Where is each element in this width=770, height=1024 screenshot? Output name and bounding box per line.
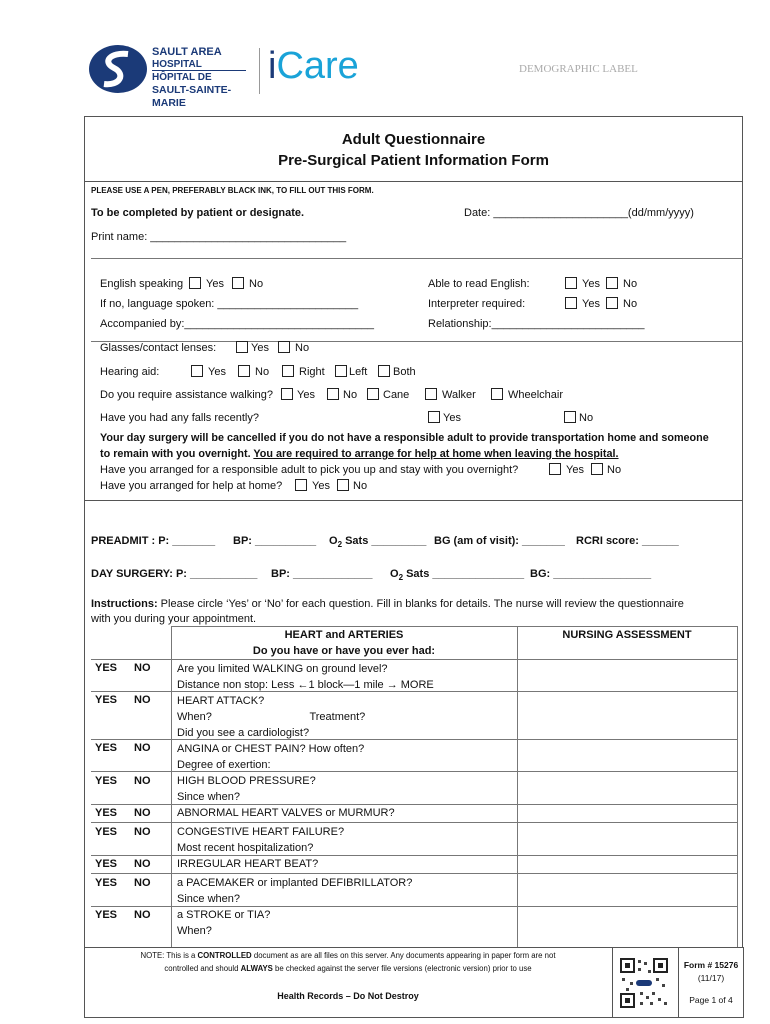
hearing-both-label: Both [393,366,416,378]
language-spoken-field[interactable]: If no, language spoken: _______________________ [100,298,359,310]
page-number: Page 1 of 4 [689,995,733,1005]
walking-no-label: No [343,389,358,401]
question-line: Degree of exertion: [177,759,271,771]
note-c: controlled and should [164,964,241,973]
title-divider [84,181,743,182]
warning-line2-a: to remain with you overnight. [100,448,254,460]
hospital-emblem-icon [88,44,148,94]
interpreter-label: Interpreter required: [428,298,526,310]
arranged-help-yes-label: Yes [312,480,330,492]
question-line: IRREGULAR HEART BEAT? [177,858,319,870]
walking-walker-checkbox[interactable] [425,388,437,400]
footer-divider-qr [612,947,613,1018]
hospital-logo [88,44,248,109]
warning-line2-underlined: You are required to arrange for help at home when leaving the hospital. [253,448,619,460]
form-date: (11/17) [697,973,725,983]
english-no-label: No [249,278,264,290]
footer-note-line1 [84,951,612,961]
falls-no-label: No [579,412,594,424]
question-line: ABNORMAL HEART VALVES or MURMUR? [177,807,395,819]
note-always: ALWAYS [240,964,273,973]
row-no[interactable]: NO [134,877,151,889]
glasses-label: Glasses/contact lenses: [100,342,217,354]
instructions-label: Instructions: [91,598,158,610]
arranged-help-label: Have you arranged for help at home? [100,480,283,492]
walking-yes-checkbox[interactable] [281,388,293,400]
preadmit-bg[interactable]: BG (am of visit): _______ [434,535,565,547]
row-no[interactable]: NO [134,742,151,754]
arranged-help-no-label: No [353,480,368,492]
row-question [177,693,365,741]
falls-label: Have you had any falls recently? [100,412,259,424]
walking-yes-label: Yes [297,389,315,401]
hearing-yes-label: Yes [208,366,226,378]
org-line2: HOSPITAL [152,59,202,70]
hospital-name-en [152,46,222,71]
row-no[interactable]: NO [134,858,151,870]
row-yes[interactable]: YES [95,909,118,921]
icare-i: i [268,45,277,87]
hearing-right-label: Right [299,366,325,378]
relationship-field[interactable]: Relationship:_________________________ [428,318,645,330]
org-line4: SAULT-SAINTE-MARIE [152,84,232,109]
arranged-help-yes-checkbox[interactable] [295,479,307,491]
preadmit-o2-sub: 2 [337,540,343,550]
table-heading: HEART and ARTERIES [284,629,404,641]
row-yes[interactable]: YES [95,742,118,754]
walking-label: Do you require assistance walking? [100,389,274,401]
question-line: When? [177,925,212,937]
read-english-yes-label: Yes [582,278,600,290]
row-no[interactable]: NO [134,775,151,787]
arranged-help-no-checkbox[interactable] [337,479,349,491]
hospital-name-fr [152,72,248,110]
glasses-no-checkbox[interactable] [278,341,290,353]
row-yes[interactable]: YES [95,858,118,870]
daysurgery-bp[interactable]: BP: _____________ [271,568,373,580]
hearing-no-label: No [255,366,270,378]
health-records-label: Health Records – Do Not Destroy [277,991,419,1001]
hearing-label: Hearing aid: [100,366,160,378]
logo-separator [259,48,260,94]
preadmit-label[interactable]: PREADMIT : P: _______ [91,535,216,547]
english-yes-checkbox[interactable] [189,277,201,289]
instructions-text: Please circle ‘Yes’ or ‘No’ for each question. Fill in blanks for details. The nurse will review the questionnaire [157,598,684,610]
english-yes-label: Yes [206,278,224,290]
pen-note: PLEASE USE A PEN, PREFERABLY BLACK INK, TO FILL OUT THIS FORM. [91,186,374,195]
question-line: CONGESTIVE HEART FAILURE? [177,826,345,838]
glasses-yes-checkbox[interactable] [236,341,248,353]
arranged-adult-yes-checkbox[interactable] [549,463,561,475]
question-line: Since when? [177,791,240,803]
row-no[interactable]: NO [134,662,151,674]
falls-no-checkbox[interactable] [564,411,576,423]
interpreter-yes-checkbox[interactable] [565,297,577,309]
accompanied-by-field[interactable]: Accompanied by:_______________________________ [100,318,375,330]
row-question [177,875,412,907]
form-number: Form # 15276 [683,960,739,970]
daysurgery-o2-o: O [390,568,399,580]
read-english-no-checkbox[interactable] [606,277,618,289]
hearing-no-checkbox[interactable] [238,365,250,377]
org-line3: HÔPITAL DE [152,72,212,83]
warning-divider [84,500,743,501]
row-yes[interactable]: YES [95,662,118,674]
read-english-no-label: No [623,278,638,290]
daysurgery-bg[interactable]: BG: ________________ [530,568,652,580]
form-title: Adult Questionnaire [341,131,486,148]
daysurgery-o2-sub: 2 [398,573,404,583]
question-line: a PACEMAKER or implanted DEFIBRILLATOR? [177,877,413,889]
preadmit-bp[interactable]: BP: __________ [233,535,317,547]
note-b: document as are all files on this server. Any documents appearing in paper form are not [251,951,556,960]
walking-no-checkbox[interactable] [327,388,339,400]
icare-logo [268,46,359,86]
walking-walker-label: Walker [442,389,476,401]
row-question [177,805,395,821]
completed-by: To be completed by patient or designate. [91,207,305,219]
hearing-left-label: Left [349,366,368,378]
question-line: When? Treatment? [177,711,366,723]
glasses-yes-label: Yes [251,342,269,354]
interpreter-yes-label: Yes [582,298,600,310]
row-yes[interactable]: YES [95,694,118,706]
note-controlled: CONTROLLED [197,951,252,960]
question-line: ANGINA or CHEST PAIN? How often? [177,743,365,755]
question-line: Are you limited WALKING on ground level? [177,663,388,675]
instructions-line1 [91,598,684,611]
preadmit-rcri[interactable]: RCRI score: ______ [576,535,679,547]
daysurgery-o2[interactable] [390,568,524,584]
hearing-right-checkbox[interactable] [282,365,294,377]
org-line1: SAULT AREA [152,46,222,58]
read-english-label: Able to read English: [428,278,530,290]
footer-note-line2 [84,964,612,974]
logo-divider [152,70,246,71]
demographic-label: DEMOGRAPHIC LABEL [519,63,638,75]
print-name-field[interactable]: Print name: ________________________________ [91,231,347,243]
arranged-adult-no-label: No [607,464,622,476]
arranged-adult-no-checkbox[interactable] [591,463,603,475]
walking-wheelchair-label: Wheelchair [508,389,564,401]
daysurgery-o2-rest: Sats _______________ [403,568,525,580]
preadmit-o2-rest: Sats _________ [342,535,427,547]
walking-wheelchair-checkbox[interactable] [491,388,503,400]
english-no-checkbox[interactable] [232,277,244,289]
row-question [177,773,316,805]
warning-line2 [100,448,619,461]
row-yes[interactable]: YES [95,826,118,838]
question-line: HEART ATTACK? [177,695,265,707]
question-line: Distance non stop: Less ←1 block—1 mile → MORE [177,679,434,691]
instructions-line2: with you during your appointment. [91,613,257,625]
row-yes[interactable]: YES [95,877,118,889]
row-no[interactable]: NO [134,807,151,819]
row-question [177,824,344,856]
qr-code-icon [620,958,668,1008]
hearing-yes-checkbox[interactable] [191,365,203,377]
note-d: be checked against the server file versions (electronic version) prior to use [272,964,532,973]
read-english-yes-checkbox[interactable] [565,277,577,289]
row-question [177,741,364,773]
hearing-both-checkbox[interactable] [378,365,390,377]
falls-yes-checkbox[interactable] [428,411,440,423]
arranged-adult-yes-label: Yes [566,464,584,476]
question-line: Did you see a cardiologist? [177,727,310,739]
question-line: a STROKE or TIA? [177,909,271,921]
row-question [177,907,270,939]
row-no[interactable]: NO [134,694,151,706]
row-yes[interactable]: YES [95,807,118,819]
table-subheading: Do you have or have you ever had: [252,645,436,657]
walking-cane-label: Cane [383,389,410,401]
row-question [177,661,434,693]
question-line: HIGH BLOOD PRESSURE? [177,775,316,787]
question-line: Most recent hospitalization? [177,842,314,854]
note-a: NOTE: This is a [140,951,198,960]
arranged-adult-label: Have you arranged for a responsible adult to pick you up and stay with you overnight? [100,464,519,476]
icare-care: Care [276,45,359,87]
nursing-assessment-heading: NURSING ASSESSMENT [562,629,692,641]
row-no[interactable]: NO [134,909,151,921]
daysurgery-label[interactable]: DAY SURGERY: P: ___________ [91,568,258,580]
preadmit-o2-o: O [329,535,338,547]
falls-yes-label: Yes [443,412,461,424]
hearing-left-checkbox[interactable] [335,365,347,377]
row-question [177,856,318,872]
row-no[interactable]: NO [134,826,151,838]
english-speaking-label: English speaking [100,278,184,290]
question-line: Since when? [177,893,240,905]
date-field[interactable]: Date: ______________________(dd/mm/yyyy) [464,207,694,219]
row-yes[interactable]: YES [95,775,118,787]
walking-cane-checkbox[interactable] [367,388,379,400]
form-subtitle: Pre-Surgical Patient Information Form [278,152,549,169]
interpreter-no-checkbox[interactable] [606,297,618,309]
preadmit-o2[interactable] [329,535,426,551]
warning-line1: Your day surgery will be cancelled if you do not have a responsible adult to provide transportation home and someone [100,432,709,444]
interpreter-no-label: No [623,298,638,310]
glasses-no-label: No [295,342,310,354]
